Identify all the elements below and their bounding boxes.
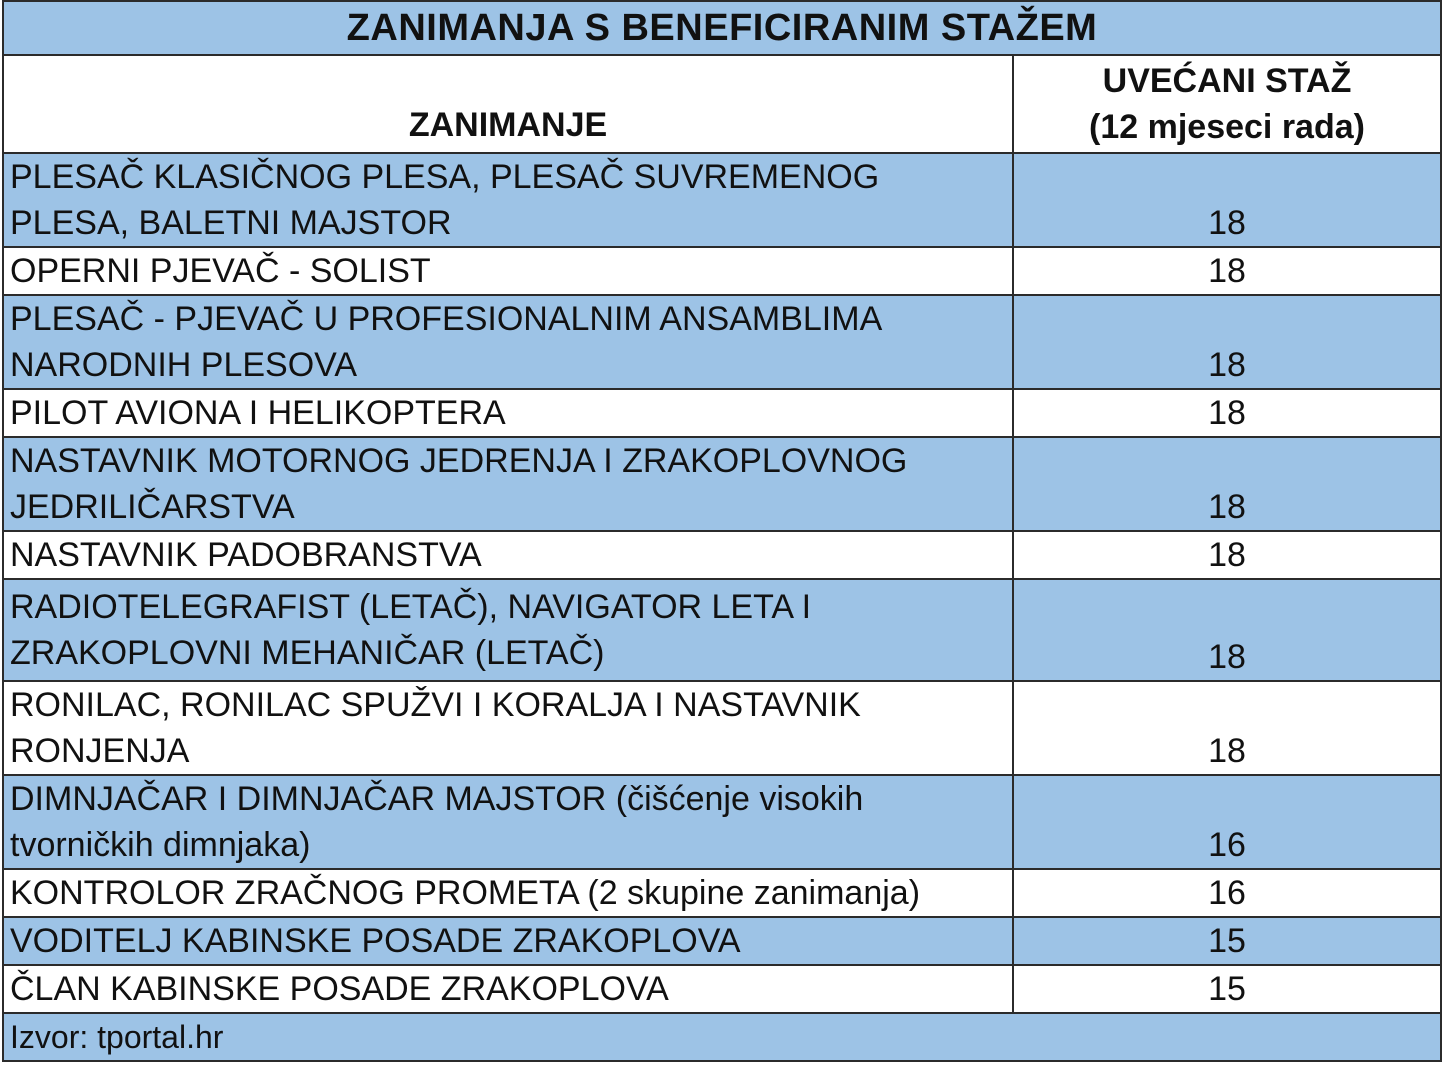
occupation-cell: PILOT AVIONA I HELIKOPTERA bbox=[3, 389, 1013, 437]
occupation-cell: ČLAN KABINSKE POSADE ZRAKOPLOVA bbox=[3, 965, 1013, 1013]
column-header-seniority-line1: UVEĆANI STAŽ bbox=[1102, 62, 1352, 100]
table-row bbox=[3, 295, 1441, 389]
value-cell: 18 bbox=[1013, 579, 1441, 681]
source-note: Izvor: tportal.hr bbox=[3, 1013, 1441, 1061]
occupation-cell: PLESAČ - PJEVAČ U PROFESIONALNIM ANSAMBLIMA NARODNIH PLESOVA bbox=[3, 295, 1013, 389]
title-row bbox=[3, 1, 1441, 55]
value-cell: 18 bbox=[1013, 389, 1441, 437]
value-cell: 18 bbox=[1013, 437, 1441, 531]
table-row bbox=[3, 247, 1441, 295]
value-cell: 18 bbox=[1013, 681, 1441, 775]
table-row bbox=[3, 965, 1441, 1013]
value-cell: 15 bbox=[1013, 917, 1441, 965]
table-row bbox=[3, 775, 1441, 869]
value-cell: 18 bbox=[1013, 153, 1441, 247]
occupation-cell: PLESAČ KLASIČNOG PLESA, PLESAČ SUVREMENOG PLESA, BALETNI MAJSTOR bbox=[3, 153, 1013, 247]
occupation-cell: NASTAVNIK MOTORNOG JEDRENJA I ZRAKOPLOVNOG JEDRILIČARSTVA bbox=[3, 437, 1013, 531]
table-row bbox=[3, 579, 1441, 681]
value-cell: 16 bbox=[1013, 869, 1441, 917]
occupation-cell: OPERNI PJEVAČ - SOLIST bbox=[3, 247, 1013, 295]
value-cell: 18 bbox=[1013, 247, 1441, 295]
value-cell: 18 bbox=[1013, 531, 1441, 579]
header-row bbox=[3, 55, 1441, 153]
occupation-cell: NASTAVNIK PADOBRANSTVA bbox=[3, 531, 1013, 579]
value-cell: 18 bbox=[1013, 295, 1441, 389]
occupation-cell: KONTROLOR ZRAČNOG PROMETA (2 skupine zanimanja) bbox=[3, 869, 1013, 917]
table-row bbox=[3, 153, 1441, 247]
occupation-cell: DIMNJAČAR I DIMNJAČAR MAJSTOR (čišćenje visokih tvorničkih dimnjaka) bbox=[3, 775, 1013, 869]
table-title: ZANIMANJA S BENEFICIRANIM STAŽEM bbox=[3, 1, 1441, 55]
occupation-cell: RONILAC, RONILAC SPUŽVI I KORALJA I NASTAVNIK RONJENJA bbox=[3, 681, 1013, 775]
table-row bbox=[3, 917, 1441, 965]
value-cell: 16 bbox=[1013, 775, 1441, 869]
value-cell: 15 bbox=[1013, 965, 1441, 1013]
column-header-occupation: ZANIMANJE bbox=[3, 55, 1013, 153]
column-header-seniority bbox=[1013, 55, 1441, 153]
table-row bbox=[3, 531, 1441, 579]
column-header-seniority-line2: (12 mjeseci rada) bbox=[1089, 108, 1365, 146]
table-row bbox=[3, 869, 1441, 917]
table-row bbox=[3, 389, 1441, 437]
occupation-cell: RADIOTELEGRAFIST (LETAČ), NAVIGATOR LETA I ZRAKOPLOVNI MEHANIČAR (LETAČ) bbox=[3, 579, 1013, 681]
footer-row bbox=[3, 1013, 1441, 1061]
occupations-table bbox=[2, 0, 1442, 1062]
table-row bbox=[3, 681, 1441, 775]
occupation-cell: VODITELJ KABINSKE POSADE ZRAKOPLOVA bbox=[3, 917, 1013, 965]
table-row bbox=[3, 437, 1441, 531]
